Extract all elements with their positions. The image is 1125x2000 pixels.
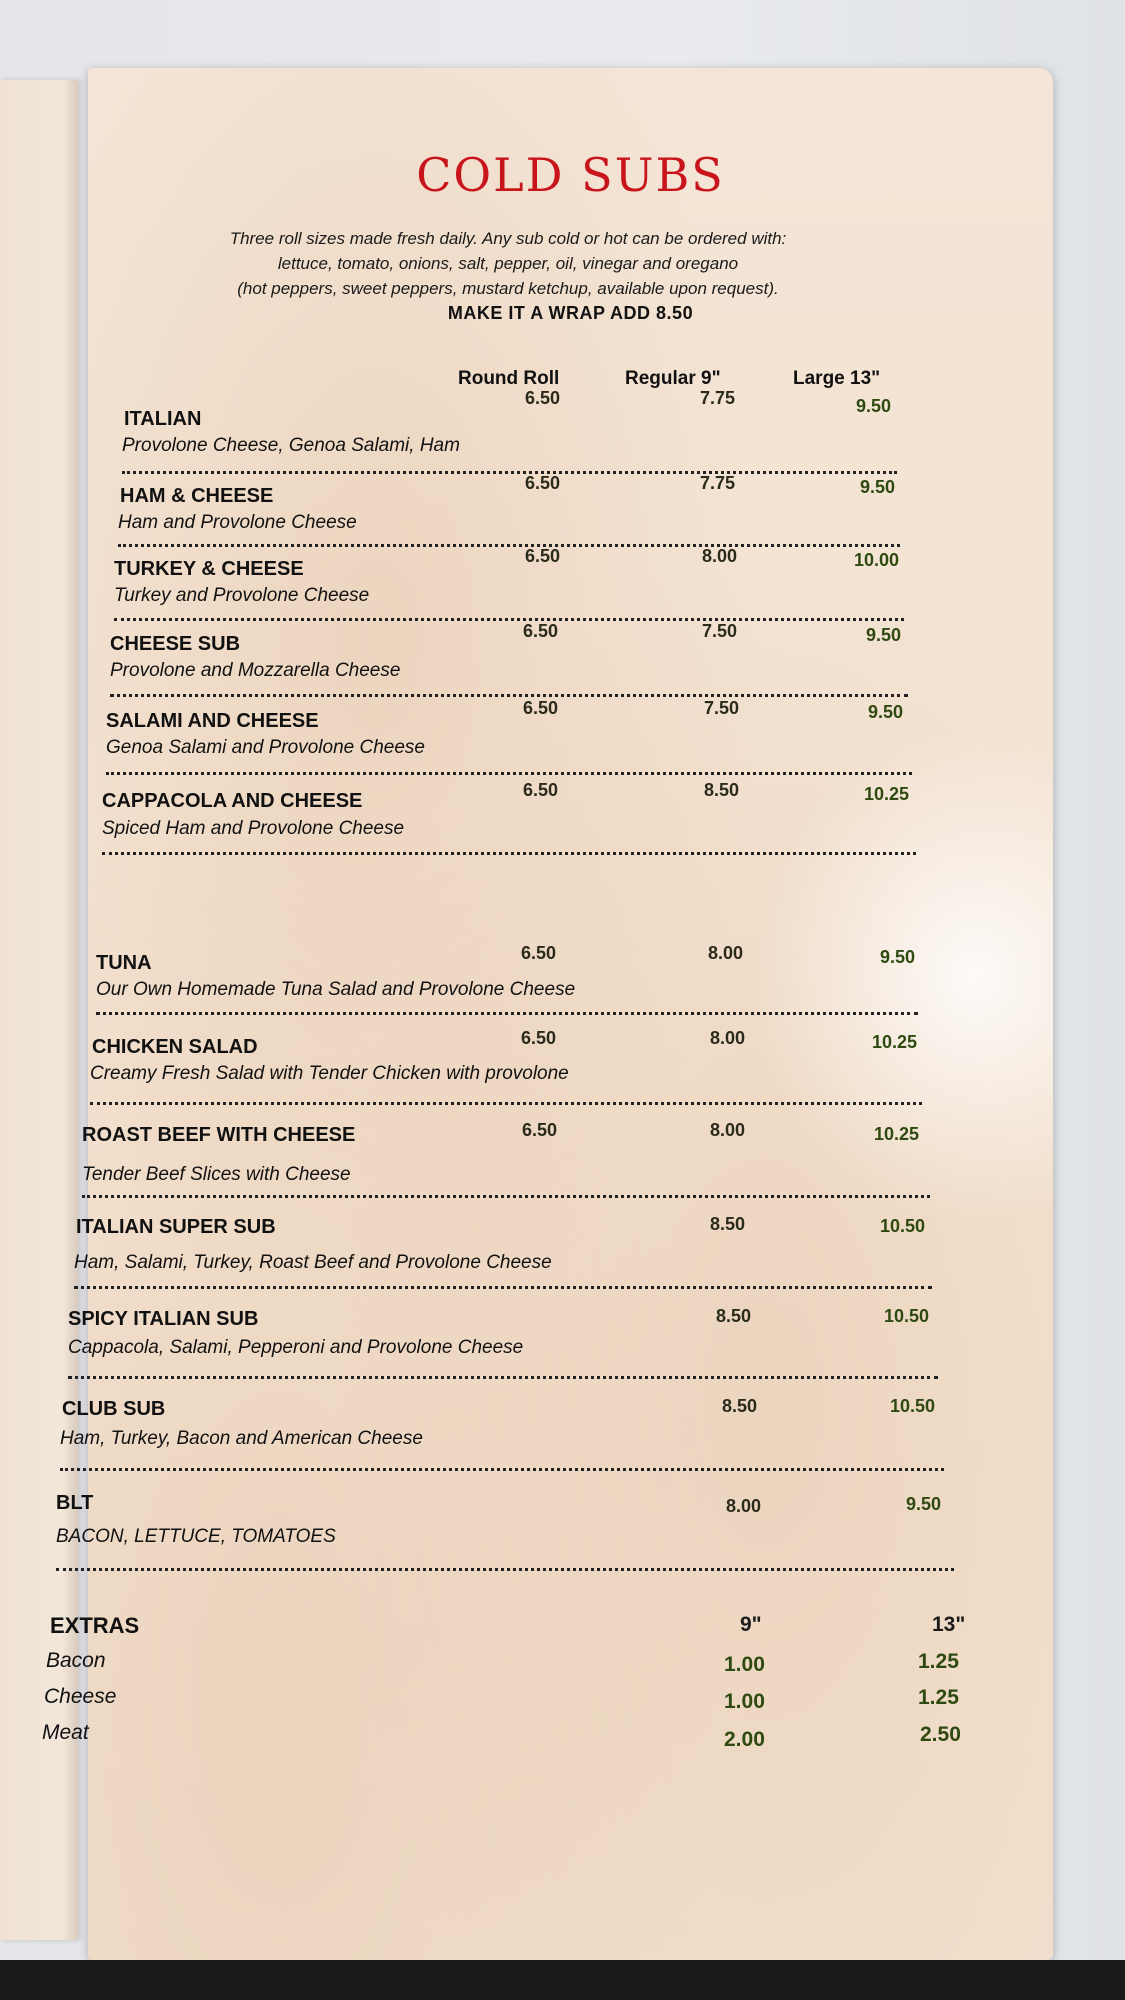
intro-line: (hot peppers, sweet peppers, mustard ketchup, available upon request). bbox=[237, 279, 779, 298]
price-round: 6.50 bbox=[523, 621, 559, 641]
extras-title: EXTRAS bbox=[50, 1613, 140, 1638]
extras-col-9: 9" bbox=[740, 1613, 762, 1636]
price-regular: 8.00 bbox=[726, 1496, 762, 1516]
extras-item: Cheese bbox=[44, 1685, 117, 1708]
price-large: 10.50 bbox=[890, 1396, 936, 1416]
price-regular: 8.50 bbox=[710, 1214, 746, 1234]
item-name: TURKEY & CHEESE bbox=[114, 558, 304, 580]
extras-item: Meat bbox=[42, 1721, 89, 1744]
item-name: BLT bbox=[56, 1492, 94, 1514]
item-desc: Our Own Homemade Tuna Salad and Provolone Cheese bbox=[96, 979, 576, 1000]
divider bbox=[122, 471, 897, 474]
col-header-regular: Regular 9" bbox=[625, 368, 721, 389]
item-desc: Provolone Cheese, Genoa Salami, Ham bbox=[122, 435, 460, 456]
item-name: CAPPACOLA AND CHEESE bbox=[102, 790, 363, 812]
price-round: 6.50 bbox=[521, 1028, 557, 1048]
price-round: 6.50 bbox=[523, 780, 559, 800]
divider bbox=[82, 1195, 930, 1198]
item-desc: Genoa Salami and Provolone Cheese bbox=[106, 737, 425, 758]
price-large: 9.50 bbox=[866, 625, 902, 645]
divider bbox=[60, 1468, 944, 1471]
item-name: HAM & CHEESE bbox=[120, 485, 274, 507]
price-regular: 7.50 bbox=[704, 698, 740, 718]
intro-text bbox=[148, 226, 868, 301]
divider bbox=[110, 694, 908, 697]
price-large: 9.50 bbox=[880, 947, 916, 967]
price-round: 6.50 bbox=[521, 943, 557, 963]
item-name: CHICKEN SALAD bbox=[92, 1036, 258, 1058]
divider bbox=[74, 1286, 932, 1289]
price-large: 9.50 bbox=[860, 477, 896, 497]
item-desc: Ham and Provolone Cheese bbox=[118, 512, 357, 533]
item-name: SALAMI AND CHEESE bbox=[106, 710, 319, 732]
divider bbox=[56, 1568, 954, 1571]
price-regular: 8.00 bbox=[708, 943, 744, 963]
extras-item: Bacon bbox=[46, 1649, 106, 1672]
item-desc: BACON, LETTUCE, TOMATOES bbox=[56, 1526, 336, 1547]
extras-price-13: 1.25 bbox=[918, 1686, 959, 1709]
extras-price-9: 1.00 bbox=[724, 1653, 765, 1676]
price-regular: 7.75 bbox=[700, 388, 736, 408]
item-desc: Ham, Turkey, Bacon and American Cheese bbox=[60, 1428, 423, 1449]
divider bbox=[90, 1102, 922, 1105]
item-name: CHEESE SUB bbox=[110, 633, 241, 655]
price-round: 6.50 bbox=[522, 1120, 558, 1140]
extras-price-9: 2.00 bbox=[724, 1728, 765, 1751]
item-name: ITALIAN SUPER SUB bbox=[76, 1216, 276, 1238]
price-large: 10.00 bbox=[854, 550, 900, 570]
item-desc: Provolone and Mozzarella Cheese bbox=[110, 660, 401, 681]
price-round: 6.50 bbox=[525, 473, 561, 493]
col-header-large: Large 13" bbox=[793, 368, 881, 389]
item-name: TUNA bbox=[96, 952, 152, 974]
item-desc: Spiced Ham and Provolone Cheese bbox=[102, 818, 405, 839]
price-large: 9.50 bbox=[856, 396, 892, 416]
price-regular: 8.50 bbox=[716, 1306, 752, 1326]
item-desc: Creamy Fresh Salad with Tender Chicken with provolone bbox=[90, 1063, 569, 1084]
divider bbox=[68, 1376, 938, 1379]
price-large: 10.50 bbox=[880, 1216, 926, 1236]
price-round: 6.50 bbox=[525, 546, 561, 566]
price-round: 6.50 bbox=[525, 388, 561, 408]
price-large: 10.25 bbox=[864, 784, 910, 804]
price-regular: 8.00 bbox=[702, 546, 738, 566]
extras-price-13: 1.25 bbox=[918, 1650, 959, 1673]
extras-price-9: 1.00 bbox=[724, 1690, 765, 1713]
item-name: CLUB SUB bbox=[62, 1398, 166, 1420]
price-regular: 8.00 bbox=[710, 1028, 746, 1048]
item-name: ROAST BEEF WITH CHEESE bbox=[82, 1124, 356, 1146]
intro-line: lettuce, tomato, onions, salt, pepper, oil, vinegar and oregano bbox=[277, 254, 739, 273]
item-name: SPICY ITALIAN SUB bbox=[68, 1308, 259, 1330]
item-desc: Cappacola, Salami, Pepperoni and Provolone Cheese bbox=[68, 1337, 524, 1358]
price-large: 10.25 bbox=[874, 1124, 920, 1144]
col-header-round: Round Roll bbox=[458, 368, 560, 389]
price-large: 10.50 bbox=[884, 1306, 930, 1326]
price-regular: 8.50 bbox=[704, 780, 740, 800]
divider bbox=[102, 852, 916, 855]
divider bbox=[118, 544, 900, 547]
table-edge bbox=[0, 1960, 1125, 2000]
price-large: 10.25 bbox=[872, 1032, 918, 1052]
item-desc: Ham, Salami, Turkey, Roast Beef and Provolone Cheese bbox=[74, 1252, 552, 1273]
price-large: 9.50 bbox=[906, 1494, 942, 1514]
menu-page bbox=[42, 68, 1053, 1960]
page-title: COLD SUBS bbox=[416, 148, 725, 202]
wrap-note: MAKE IT A WRAP ADD 8.50 bbox=[447, 303, 694, 323]
price-regular: 8.50 bbox=[722, 1396, 758, 1416]
price-regular: 8.00 bbox=[710, 1120, 746, 1140]
intro-line: Three roll sizes made fresh daily. Any sub cold or hot can be ordered with: bbox=[229, 229, 787, 248]
divider bbox=[96, 1012, 918, 1015]
item-name: ITALIAN bbox=[124, 408, 202, 430]
item-desc: Tender Beef Slices with Cheese bbox=[82, 1164, 351, 1185]
extras-price-13: 2.50 bbox=[920, 1723, 961, 1746]
divider bbox=[114, 618, 904, 621]
item-desc: Turkey and Provolone Cheese bbox=[114, 585, 370, 606]
price-regular: 7.50 bbox=[702, 621, 738, 641]
extras-col-13: 13" bbox=[932, 1613, 966, 1636]
divider bbox=[106, 772, 912, 775]
price-round: 6.50 bbox=[523, 698, 559, 718]
price-large: 9.50 bbox=[868, 702, 904, 722]
price-regular: 7.75 bbox=[700, 473, 736, 493]
